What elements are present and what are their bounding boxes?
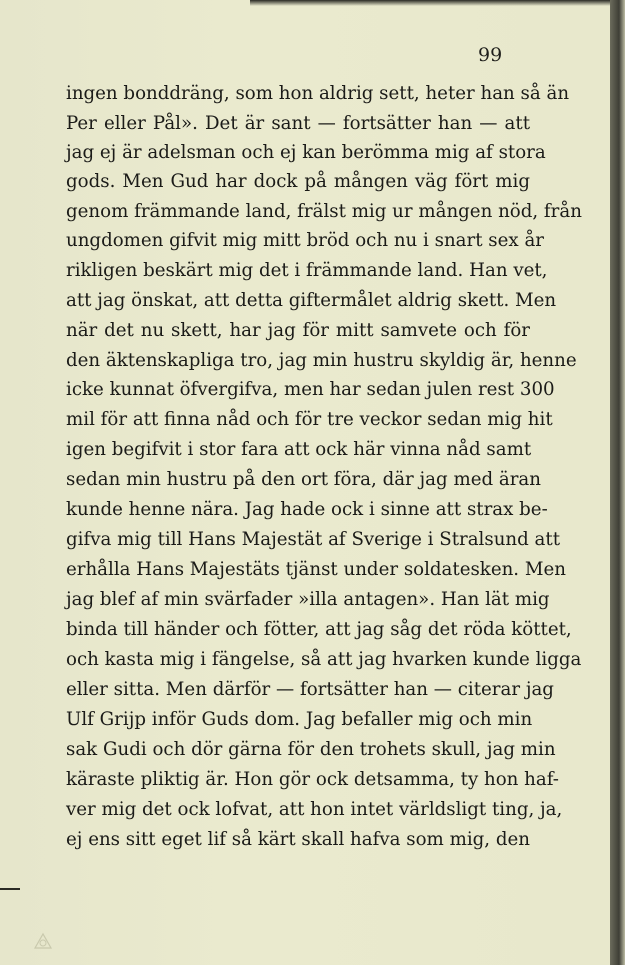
text-line: sak Gudi och dör gärna för den trohets skull, jag min	[66, 739, 556, 760]
text-line: erhålla Hans Majestäts tjänst under soldatesken. Men	[66, 559, 566, 580]
text-line: när det nu skett, har jag för mitt samvete och för	[66, 320, 530, 341]
text-line: binda till händer och fötter, att jag såg det röda köttet,	[66, 619, 572, 640]
page-number: 99	[478, 44, 503, 66]
text-line: gifva mig till Hans Majestät af Sverige i Stralsund att	[66, 529, 561, 550]
text-line: ingen bonddräng, som hon aldrig sett, heter han så än	[66, 83, 570, 104]
text-line: ungdomen gifvit mig mitt bröd och nu i snart sex år	[66, 230, 544, 251]
text-line: jag ej är adelsman och ej kan berömma mig af stora	[66, 142, 546, 163]
text-line: ver mig det ock lofvat, att hon intet världsligt ting, ja,	[66, 799, 563, 820]
text-line: mil för att finna nåd och för tre veckor sedan mig hit	[66, 409, 553, 430]
text-line: rikligen beskärt mig det i främmande land. Han vet,	[66, 260, 548, 281]
text-line: gods. Men Gud har dock på mången väg fört mig	[66, 171, 530, 192]
text-line: den äktenskapliga tro, jag min hustru skyldig är, henne	[66, 350, 577, 371]
text-line: och kasta mig i fängelse, så att jag hvarken kunde ligga	[66, 649, 582, 670]
top-shadow	[250, 0, 610, 6]
text-line: eller sitta. Men därför — fortsätter han — citerar jag	[66, 679, 554, 700]
page-edge	[610, 0, 625, 965]
text-line: att jag önskat, att detta giftermålet aldrig skett. Men	[66, 290, 557, 311]
text-line: igen begifvit i stor fara att ock här vinna nåd samt	[66, 439, 532, 460]
text-line: genom främmande land, frälst mig ur mången nöd, från	[66, 201, 582, 222]
margin-mark	[0, 888, 20, 890]
text-line: sedan min hustru på den ort föra, där jag med äran	[66, 469, 541, 490]
text-line: jag blef af min svärfader »illa antagen». Han lät mig	[66, 589, 550, 610]
library-stamp-icon	[30, 928, 56, 954]
text-line: käraste pliktig är. Hon gör ock detsamma, ty hon haf-	[66, 769, 559, 790]
text-line: Per eller Pål». Det är sant — fortsätter han — att	[66, 113, 530, 134]
text-line: icke kunnat öfvergifva, men har sedan julen rest 300	[66, 379, 555, 400]
text-line: kunde henne nära. Jag hade ock i sinne att strax be-	[66, 499, 548, 520]
text-line: Ulf Grijp inför Guds dom. Jag befaller mig och min	[66, 709, 533, 730]
text-line: ej ens sitt eget lif så kärt skall hafva som mig, den	[66, 829, 530, 850]
